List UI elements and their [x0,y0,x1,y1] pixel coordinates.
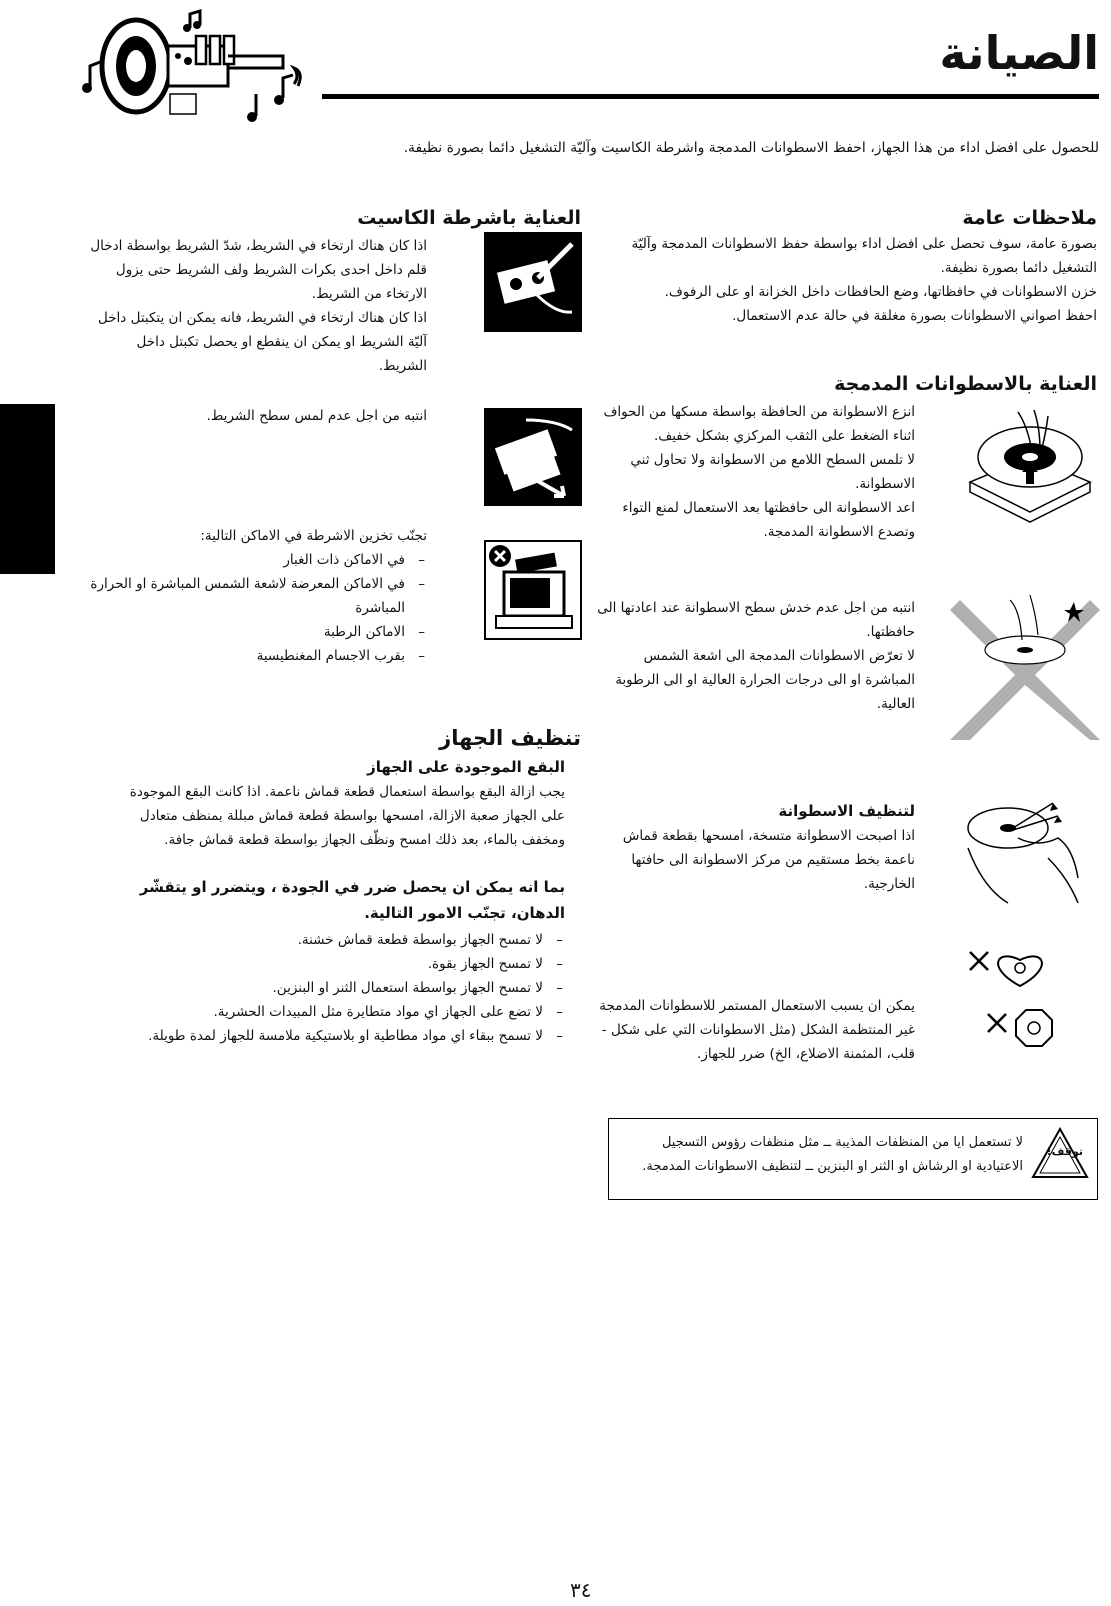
cassette-storage-list [87,548,427,668]
general-notes-text [607,232,1097,328]
title-rule [322,94,1099,99]
cd-care-text-1 [595,400,915,544]
trumpet-music-illustration [78,6,318,126]
general-note-3: احفظ اصواني الاسطوانات بصورة مغلقة في حالة عدم الاستعمال. [732,308,1097,324]
unit-cleaning-heading: تنظيف الجهاز [439,726,581,750]
cd-care-heading: العناية بالاسطوانات المدمجة [834,373,1097,395]
disc-cleaning-text: اذا اصبحت الاسطوانة متسخة، امسحها بقطعة قماش ناعمة بخط مستقيم من مركز الاسطوانة الى حافتها الخارجية. [622,828,915,892]
general-note-2: خزن الاسطوانات في حافظاتها، وضع الحافظات داخل الخزانة او على الرفوف. [664,284,1097,300]
caution-box [608,1118,1098,1200]
section-tab [0,404,55,574]
cassette-storage-text [87,524,427,668]
cassette-storage-intro: تجنّب تخزين الاشرطة في الاماكن التالية: [200,528,427,544]
warning-heading: بما انه يمكن ان يحصل ضرر في الجودة ، ويتضرر او يتقشّر الدهان، تجنّب الامور التالية. [139,878,565,922]
irregular-disc-icons [966,948,1076,1060]
cd-mishandling-illustration [950,590,1100,740]
intro-text: للحصول على افضل اداء من هذا الجهاز، احفظ الاسطوانات المدمجة واشرطة الكاسيت وآليّة التشغيل دائما بصورة نظيفة. [403,140,1099,156]
storage-item-3: – الاماكن الرطبة [87,620,427,644]
cd-tray-illustration [960,402,1095,527]
storage-item-4: – بقرب الاجسام المغنطيسية [87,644,427,668]
cassette-pencil-illustration [484,232,582,332]
irregular-discs-text: يمكن ان يسبب الاستعمال المستمر للاسطوانات المدمجة غير المنتظمة الشكل (مثل الاسطوانات التي على شكل - قلب، المثمنة الاضلاع، الخ) ضرر للجهاز. [599,998,915,1062]
warning-item-3: – لا تمسح الجهاز بواسطة استعمال الثنر او البنزين. [105,976,565,1000]
disc-cleaning-heading: لتنظيف الاسطوانة [778,802,915,820]
general-notes-heading: ملاحظات عامة [962,207,1097,229]
cassette-storage-illustration [484,540,582,640]
storage-item-2: – في الاماكن المعرضة لاشعة الشمس المباشرة او الحرارة المباشرة [87,572,427,620]
warning-item-4: – لا تضع على الجهاز اي مواد متطايرة مثل المبيدات الحشرية. [105,1000,565,1024]
cd-care-5: لا تعرّض الاسطوانات المدمجة الى اشعة الشمس المباشرة او الى درجات الحرارة العالية او الى الرطوبة العالية. [615,648,915,712]
cd-care-2: لا تلمس السطح اللامع من الاسطوانة ولا تحاول ثني الاسطوانة. [630,452,915,492]
cd-care-text-2 [595,596,915,716]
caution-badge: توقف! [1046,1145,1083,1158]
page-title: الصيانة [939,26,1099,80]
stains-text: يجب ازالة البقع بواسطة استعمال قطعة قماش ناعمة. اذا كانت البقع الموجودة على الجهاز صعبة الازالة، امسحها بواسطة قطعة قماش مبللة بمنظف متعادل ومخفف بالماء، بعد ذلك امسح ونظّف الجهاز بواسطة قطعة قماش جافة. [129,784,565,848]
general-note-1: بصورة عامة، سوف تحصل على افضل اداء بواسطة حفظ الاسطوانات المدمجة وآليّة التشغيل دائما بصورة نظيفة. [631,236,1097,276]
warning-item-2: – لا تمسح الجهاز بقوة. [105,952,565,976]
warning-item-1: – لا تمسح الجهاز بواسطة قطعة قماش خشنة. [105,928,565,952]
cd-care-3: اعد الاسطوانة الى حافظتها بعد الاستعمال لمنع التواء وتصدع الاسطوانة المدمجة. [622,500,915,540]
cassette-care-text-1 [87,234,427,378]
stains-heading: البقع الموجودة على الجهاز [367,758,565,776]
warning-list [105,928,565,1048]
cd-care-1: انزع الاسطوانة من الحافظة بواسطة مسكها من الحواف اثناء الضغط على الثقب المركزي بشكل خفيف. [603,404,915,444]
cd-care-4: انتبه من اجل عدم خدش سطح الاسطوانة عند اعادتها الى حافظتها. [597,600,915,640]
cassette-care-2: اذا كان هناك ارتخاء في الشريط، فانه يمكن ان يتكبتل داخل آليّة الشريط او يمكن ان ينقطع او يحصل تكبتل داخل الشريط. [97,310,427,374]
disc-wiping-illustration [958,788,1098,908]
warning-item-5: – لا تسمح ببقاء اي مواد مطاطية او بلاستيكية ملامسة للجهاز لمدة طويلة. [105,1024,565,1048]
page-number: ٣٤ [570,1578,592,1602]
cassette-touch-text: انتبه من اجل عدم لمس سطح الشريط. [206,408,427,424]
cassette-touch-illustration [484,408,582,506]
storage-item-1: – في الاماكن ذات الغبار [87,548,427,572]
caution-text: لا تستعمل ايا من المنظفات المذيبة ــ مثل منظفات رؤوس التسجيل الاعتيادية او الرشاش او الثنر او البنزين ــ لتنظيف الاسطوانات المدمجة. [642,1135,1023,1174]
cassette-care-1: اذا كان هناك ارتخاء في الشريط، شدّ الشريط بواسطة ادخال قلم داخل احدى بكرات الشريط ولف الشريط حتى يزول الارتخاء من الشريط. [90,238,427,302]
cassette-care-heading: العناية باشرطة الكاسيت [357,207,581,229]
